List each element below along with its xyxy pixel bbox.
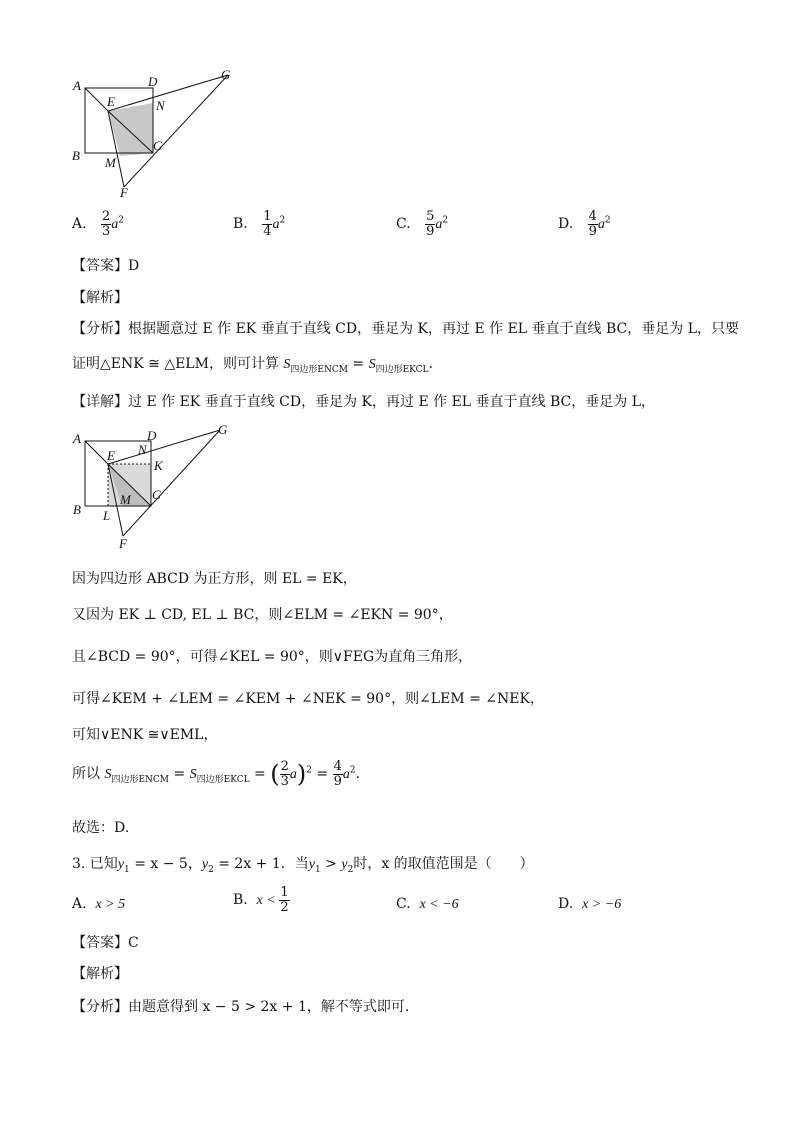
q3-answer: 【答案】C	[72, 935, 139, 951]
q3-option-b: B. x < $\frac{1}{2}$	[233, 885, 289, 915]
label-n: N	[156, 98, 165, 113]
label-m: M	[120, 492, 131, 507]
segment-ae	[85, 441, 108, 464]
q3-option-a: A. x > 5	[72, 896, 126, 912]
label-g: G	[221, 67, 231, 82]
label-d: D	[148, 74, 158, 89]
label-a: A	[73, 431, 81, 446]
label-a: A	[73, 78, 81, 93]
q3-fenxi: 【分析】由题意得到 x − 5 > 2x + 1，解不等式即可．	[72, 999, 419, 1015]
segment-eg	[108, 430, 220, 464]
option-a: A. $\frac{2}{3}$ $a^2$	[72, 209, 125, 239]
q3-option-d: D. x > −6	[558, 896, 622, 912]
label-d: D	[147, 428, 157, 443]
label-k: K	[154, 458, 163, 473]
proof-line5: 可知∨ENK ≅∨EML，	[72, 727, 218, 743]
label-c: C	[152, 487, 161, 502]
segment-ae	[85, 88, 108, 111]
q3-jiexi-tag: 【解析】	[72, 966, 128, 982]
segment-eg	[108, 75, 228, 111]
label-f: F	[119, 536, 127, 551]
label-n: N	[138, 442, 147, 457]
label-b: B	[72, 148, 80, 163]
fenxi-line1: 【分析】根据题意过 E 作 EK 垂直于直线 CD，垂足为 K，再过 E 作 EL 垂直于直线 BC，垂足为 L，只要	[72, 321, 739, 337]
detail-line1: 【详解】过 E 作 EK 垂直于直线 CD，垂足为 K，再过 E 作 EL 垂直于直线 BC，垂足为 L，	[72, 394, 655, 410]
analysis-tag-q2: 【解析】	[72, 290, 128, 306]
option-c: C. $\frac{5}{9}$ $a^2$	[396, 209, 449, 239]
label-m: M	[105, 155, 116, 170]
label-e: E	[107, 94, 115, 109]
label-e: E	[107, 448, 115, 463]
q3-stem: 3. 已知$y_1 = x - 5$，$y_2 = 2x + 1$．当$y_1 > y_2$时，x 的取值范围是（ ）	[72, 856, 534, 875]
label-g: G	[218, 422, 228, 437]
option-b: B. $\frac{1}{4}$ $a^2$	[233, 209, 286, 239]
proof-line6: 所以 $S_{四边形ENCM} = S_{四边形EKCL}$ = ( $\frac{2}{3}$ a)$^2$ = $\frac{4}{9}$ $a^2$.	[72, 759, 361, 789]
proof-line1: 因为四边形 ABCD 为正方形，则 EL = EK，	[72, 571, 357, 587]
fenxi-line2: 证明△ENK ≅ △ELM，则可计算 $S_{四边形ENCM} = S_{四边形EKCL}$.	[72, 356, 433, 375]
proof-line2: 又因为 EK ⊥ CD, EL ⊥ BC，则∠ELM = ∠EKN = 90°，	[72, 607, 453, 623]
option-d: D. $\frac{4}{9}$ $a^2$	[558, 209, 611, 239]
proof-line3: 且∠BCD = 90°，可得∠KEL = 90°，则∨FEG为直角三角形，	[72, 649, 473, 665]
figure-2-square-triangle-construction	[68, 420, 248, 555]
label-f: F	[120, 185, 128, 200]
label-l: L	[103, 508, 111, 523]
figure-1-square-triangle	[68, 64, 248, 204]
q3-option-c: C. x < −6	[396, 896, 459, 912]
label-b: B	[73, 502, 81, 517]
proof-line4: 可得∠KEM + ∠LEM = ∠KEM + ∠NEK = 90°，则∠LEM = ∠NEK，	[72, 691, 544, 707]
proof-choice: 故选：D.	[72, 820, 130, 836]
label-c: C	[153, 138, 162, 153]
answer-q2: 【答案】D	[72, 258, 140, 274]
shaded-quadrilateral-encm	[108, 103, 153, 156]
